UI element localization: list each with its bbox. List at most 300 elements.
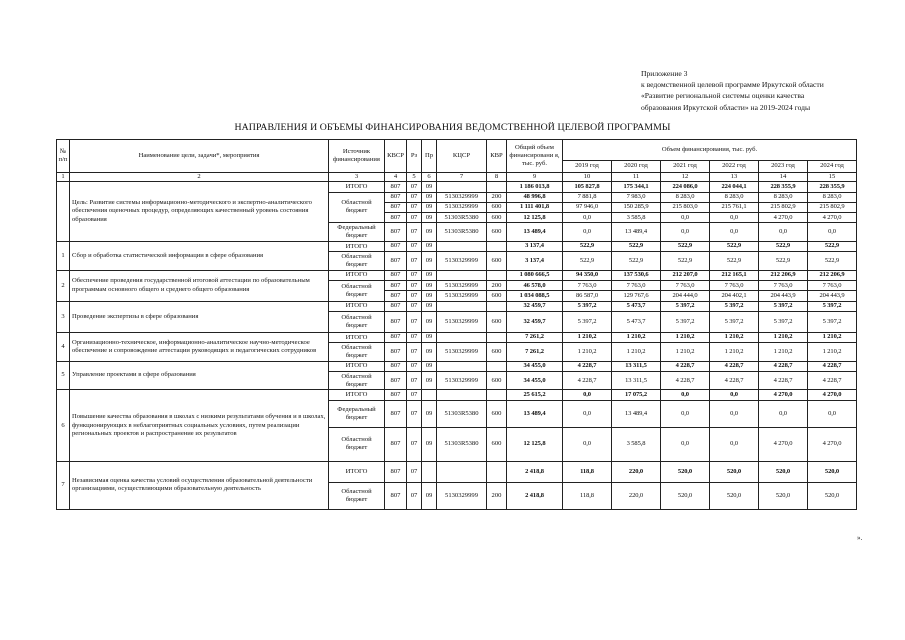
row-number: 5 (57, 361, 70, 390)
code-rz: 07 (407, 241, 422, 251)
code-kcsr (437, 332, 487, 342)
financing-source: Областной бюджет (329, 343, 385, 362)
column-number-cell: 11 (612, 173, 661, 182)
year-amount: 8 283,0 (759, 192, 808, 202)
year-amount: 522,9 (808, 252, 857, 271)
code-kcsr: 5130329999 (437, 280, 487, 290)
code-kcsr: 5130329999 (437, 202, 487, 212)
code-kcsr: 5130329999 (437, 291, 487, 301)
year-amount: 3 585,8 (612, 213, 661, 223)
financing-source: ИТОГО (329, 332, 385, 342)
table-row (57, 301, 857, 311)
code-kvr: 600 (487, 252, 507, 271)
code-kvr (487, 182, 507, 192)
year-amount: 8 283,0 (710, 192, 759, 202)
code-kvsr: 807 (385, 270, 407, 280)
year-amount: 5 473,7 (612, 301, 661, 311)
total-amount: 7 261,2 (507, 343, 563, 362)
year-amount: 204 402,1 (710, 291, 759, 301)
code-rz: 07 (407, 427, 422, 461)
year-amount: 0,0 (563, 213, 612, 223)
column-number-cell: 9 (507, 173, 563, 182)
code-rz: 07 (407, 270, 422, 280)
header-rz: Рз (407, 140, 422, 173)
code-kvr: 200 (487, 192, 507, 202)
year-amount: 520,0 (759, 482, 808, 509)
code-kvsr: 807 (385, 192, 407, 202)
activity-name: Проведение экспертизы в сфере образования (70, 301, 329, 332)
year-amount: 1 210,2 (612, 332, 661, 342)
code-kvsr: 807 (385, 280, 407, 290)
total-amount: 25 615,2 (507, 390, 563, 400)
code-rz: 07 (407, 223, 422, 242)
year-amount: 7 983,0 (612, 192, 661, 202)
code-rz: 07 (407, 332, 422, 342)
year-amount: 0,0 (759, 223, 808, 242)
activity-name: Повышение качества образования в школах с низкими результатами обучения и в школах, функционирующих в неблагоприятных социальных условиях, путем реализации региональных проектов и распространение их результатов (70, 390, 329, 461)
year-amount: 0,0 (563, 390, 612, 400)
code-kvr (487, 301, 507, 311)
year-amount: 1 210,2 (808, 343, 857, 362)
year-amount: 520,0 (759, 461, 808, 482)
total-amount: 2 418,8 (507, 461, 563, 482)
code-pr: 09 (422, 280, 437, 290)
year-amount: 212 206,9 (808, 270, 857, 280)
row-number: 6 (57, 390, 70, 461)
code-pr: 09 (422, 252, 437, 271)
header-kvr: КВР (487, 140, 507, 173)
row-number: 7 (57, 461, 70, 509)
year-amount: 7 763,0 (661, 280, 710, 290)
year-amount: 204 443,9 (759, 291, 808, 301)
code-kvr (487, 461, 507, 482)
code-kvr: 600 (487, 400, 507, 427)
code-kvsr: 807 (385, 371, 407, 390)
code-rz: 07 (407, 371, 422, 390)
appendix-line-4: образования Иркутской области» на 2019-2024 годы (641, 102, 811, 112)
year-amount: 4 270,0 (808, 390, 857, 400)
year-amount: 5 397,2 (563, 311, 612, 332)
year-amount: 105 827,8 (563, 182, 612, 192)
code-kvsr: 807 (385, 427, 407, 461)
code-kcsr: 51303R5380 (437, 213, 487, 223)
header-total: Общий объем финансировани я, тыс. руб. (507, 140, 563, 173)
activity-name: Сбор и обработка статистической информации в сфере образования (70, 241, 329, 270)
year-amount: 0,0 (710, 213, 759, 223)
code-kvsr: 807 (385, 361, 407, 371)
financing-source: ИТОГО (329, 301, 385, 311)
total-amount: 3 137,4 (507, 252, 563, 271)
code-kcsr: 5130329999 (437, 371, 487, 390)
column-number-cell: 1 (57, 173, 70, 182)
year-amount: 1 210,2 (563, 332, 612, 342)
financing-source: ИТОГО (329, 241, 385, 251)
code-pr: 09 (422, 343, 437, 362)
year-amount: 0,0 (661, 223, 710, 242)
year-amount: 212 206,9 (759, 270, 808, 280)
year-amount: 13 489,4 (612, 400, 661, 427)
code-rz: 07 (407, 182, 422, 192)
year-amount: 4 228,7 (563, 371, 612, 390)
year-amount: 4 228,7 (661, 361, 710, 371)
year-amount: 204 444,0 (661, 291, 710, 301)
year-amount: 5 397,2 (759, 301, 808, 311)
code-kcsr: 5130329999 (437, 252, 487, 271)
total-amount: 13 489,4 (507, 223, 563, 242)
code-kcsr (437, 461, 487, 482)
year-amount: 4 228,7 (808, 361, 857, 371)
document-title: НАПРАВЛЕНИЯ И ОБЪЕМЫ ФИНАНСИРОВАНИЯ ВЕДОМСТВЕННОЙ ЦЕЛЕВОЙ ПРОГРАММЫ (234, 122, 671, 133)
code-kvr (487, 241, 507, 251)
year-amount: 220,0 (612, 482, 661, 509)
row-number: 3 (57, 301, 70, 332)
year-amount: 0,0 (661, 400, 710, 427)
code-kvsr: 807 (385, 311, 407, 332)
column-number-cell: 10 (563, 173, 612, 182)
year-amount: 520,0 (710, 461, 759, 482)
code-kcsr (437, 182, 487, 192)
header-year-2022: 2022 год (710, 160, 759, 172)
code-pr (422, 390, 437, 400)
year-amount: 4 228,7 (710, 361, 759, 371)
year-amount: 228 355,9 (759, 182, 808, 192)
financing-source: ИТОГО (329, 390, 385, 400)
year-amount: 5 397,2 (808, 301, 857, 311)
code-pr: 09 (422, 301, 437, 311)
year-amount: 224 044,1 (710, 182, 759, 192)
year-amount: 7 763,0 (759, 280, 808, 290)
closing-quote-mark: ». (857, 534, 863, 542)
year-amount: 86 587,0 (563, 291, 612, 301)
year-amount: 97 946,0 (563, 202, 612, 212)
code-rz: 07 (407, 482, 422, 509)
code-kvr: 600 (487, 223, 507, 242)
code-pr: 09 (422, 332, 437, 342)
year-amount: 13 311,5 (612, 371, 661, 390)
year-amount: 0,0 (661, 390, 710, 400)
code-kvsr: 807 (385, 400, 407, 427)
financing-source: Областной бюджет (329, 371, 385, 390)
header-year-2023: 2023 год (759, 160, 808, 172)
total-amount: 34 455,0 (507, 371, 563, 390)
year-amount: 0,0 (710, 400, 759, 427)
code-pr: 09 (422, 400, 437, 427)
header-year-2019: 2019 год (563, 160, 612, 172)
financing-source: Федеральный бюджет (329, 223, 385, 242)
appendix-line-3: «Развитие региональной системы оценки качества (641, 91, 805, 101)
year-amount: 520,0 (661, 461, 710, 482)
code-kvr: 200 (487, 280, 507, 290)
code-pr: 09 (422, 371, 437, 390)
year-amount: 1 210,2 (563, 343, 612, 362)
code-pr: 09 (422, 361, 437, 371)
year-amount: 0,0 (710, 427, 759, 461)
code-kcsr: 5130329999 (437, 192, 487, 202)
code-kvsr: 807 (385, 202, 407, 212)
table-row (57, 361, 857, 371)
year-amount: 4 228,7 (808, 371, 857, 390)
total-amount: 7 261,2 (507, 332, 563, 342)
year-amount: 0,0 (661, 213, 710, 223)
code-pr: 09 (422, 291, 437, 301)
code-kvsr: 807 (385, 332, 407, 342)
financing-source: ИТОГО (329, 361, 385, 371)
total-amount: 3 137,4 (507, 241, 563, 251)
year-amount: 118,8 (563, 461, 612, 482)
year-amount: 94 350,0 (563, 270, 612, 280)
code-pr: 09 (422, 192, 437, 202)
year-amount: 204 443,9 (808, 291, 857, 301)
year-amount: 1 210,2 (661, 343, 710, 362)
year-amount: 5 397,2 (661, 311, 710, 332)
total-amount: 12 125,8 (507, 213, 563, 223)
year-amount: 522,9 (563, 252, 612, 271)
year-amount: 1 210,2 (710, 332, 759, 342)
appendix-line-1: Приложение 3 (641, 69, 688, 78)
year-amount: 0,0 (710, 223, 759, 242)
financing-source: Областной бюджет (329, 482, 385, 509)
activity-name: Обеспечение проведения государственной итоговой аттестации по образовательным программам основного общего и среднего общего образования (70, 270, 329, 301)
year-amount: 522,9 (710, 252, 759, 271)
year-amount: 228 355,9 (808, 182, 857, 192)
year-amount: 7 763,0 (808, 280, 857, 290)
year-amount: 118,8 (563, 482, 612, 509)
code-kcsr: 51303R5380 (437, 427, 487, 461)
code-kvsr: 807 (385, 390, 407, 400)
header-year-2021: 2021 год (661, 160, 710, 172)
code-rz: 07 (407, 291, 422, 301)
code-rz: 07 (407, 361, 422, 371)
year-amount: 522,9 (661, 252, 710, 271)
year-amount: 0,0 (710, 390, 759, 400)
code-kvr: 600 (487, 311, 507, 332)
total-amount: 1 111 401,8 (507, 202, 563, 212)
year-amount: 0,0 (563, 223, 612, 242)
table-body (57, 182, 857, 510)
year-amount: 4 228,7 (710, 371, 759, 390)
row-number: 1 (57, 241, 70, 270)
year-amount: 1 210,2 (808, 332, 857, 342)
year-amount: 4 270,0 (759, 427, 808, 461)
financing-source: Федеральный бюджет (329, 400, 385, 427)
financing-source: ИТОГО (329, 461, 385, 482)
code-kcsr: 51303R5380 (437, 223, 487, 242)
total-amount: 32 459,7 (507, 301, 563, 311)
code-kvr: 600 (487, 371, 507, 390)
financing-source: ИТОГО (329, 270, 385, 280)
code-kcsr: 51303R5380 (437, 400, 487, 427)
financing-source: ИТОГО (329, 182, 385, 192)
year-amount: 8 283,0 (661, 192, 710, 202)
year-amount: 13 489,4 (612, 223, 661, 242)
year-amount: 520,0 (808, 482, 857, 509)
code-kcsr (437, 241, 487, 251)
code-pr: 09 (422, 270, 437, 280)
column-number-cell: 5 (407, 173, 422, 182)
year-amount: 137 530,6 (612, 270, 661, 280)
column-number-cell: 15 (808, 173, 857, 182)
year-amount: 7 763,0 (710, 280, 759, 290)
table-row (57, 270, 857, 280)
year-amount: 0,0 (563, 427, 612, 461)
code-rz: 07 (407, 461, 422, 482)
year-amount: 4 228,7 (563, 361, 612, 371)
code-rz: 07 (407, 400, 422, 427)
year-amount: 7 763,0 (563, 280, 612, 290)
code-rz: 07 (407, 252, 422, 271)
year-amount: 17 075,2 (612, 390, 661, 400)
year-amount: 4 270,0 (808, 213, 857, 223)
year-amount: 150 285,9 (612, 202, 661, 212)
code-kcsr: 5130329999 (437, 311, 487, 332)
total-amount: 13 489,4 (507, 400, 563, 427)
code-kcsr: 5130329999 (437, 343, 487, 362)
column-number-cell: 13 (710, 173, 759, 182)
year-amount: 4 228,7 (759, 371, 808, 390)
year-amount: 0,0 (661, 427, 710, 461)
code-kvr: 600 (487, 427, 507, 461)
financing-source: Областной бюджет (329, 192, 385, 223)
year-amount: 4 270,0 (759, 213, 808, 223)
code-kvsr: 807 (385, 252, 407, 271)
financing-source: Областной бюджет (329, 311, 385, 332)
year-amount: 5 397,2 (808, 311, 857, 332)
code-kvr: 600 (487, 213, 507, 223)
table-row (57, 182, 857, 192)
financing-source: Областной бюджет (329, 252, 385, 271)
year-amount: 522,9 (710, 241, 759, 251)
year-amount: 522,9 (612, 252, 661, 271)
header-volume: Объем финансирования, тыс. руб. (563, 140, 857, 161)
year-amount: 5 397,2 (661, 301, 710, 311)
code-kcsr (437, 301, 487, 311)
table-row (57, 461, 857, 482)
year-amount: 0,0 (563, 400, 612, 427)
column-number-cell: 2 (70, 173, 329, 182)
code-kvr: 200 (487, 482, 507, 509)
code-pr (422, 461, 437, 482)
year-amount: 215 802,9 (759, 202, 808, 212)
year-amount: 4 270,0 (759, 390, 808, 400)
year-amount: 0,0 (808, 400, 857, 427)
code-rz: 07 (407, 202, 422, 212)
year-amount: 215 803,0 (661, 202, 710, 212)
financing-source: Областной бюджет (329, 427, 385, 461)
year-amount: 522,9 (808, 241, 857, 251)
total-amount: 1 034 088,5 (507, 291, 563, 301)
code-kvsr: 807 (385, 461, 407, 482)
year-amount: 1 210,2 (759, 332, 808, 342)
total-amount: 12 125,8 (507, 427, 563, 461)
total-amount: 34 455,0 (507, 361, 563, 371)
column-number-cell: 4 (385, 173, 407, 182)
header-num: № п/п (57, 140, 70, 173)
total-amount: 32 459,7 (507, 311, 563, 332)
table-row (57, 390, 857, 400)
code-kcsr (437, 270, 487, 280)
code-kvr: 600 (487, 202, 507, 212)
code-kvr (487, 270, 507, 280)
year-amount: 520,0 (710, 482, 759, 509)
column-number-cell: 3 (329, 173, 385, 182)
year-amount: 212 207,0 (661, 270, 710, 280)
code-kvsr: 807 (385, 241, 407, 251)
code-rz: 07 (407, 390, 422, 400)
code-kvsr: 807 (385, 182, 407, 192)
total-amount: 1 080 666,5 (507, 270, 563, 280)
year-amount: 3 585,8 (612, 427, 661, 461)
code-kvr: 600 (487, 291, 507, 301)
year-amount: 129 767,6 (612, 291, 661, 301)
year-amount: 522,9 (661, 241, 710, 251)
header-source: Источник финансирования (329, 140, 385, 173)
year-amount: 4 228,7 (759, 361, 808, 371)
code-pr: 09 (422, 182, 437, 192)
year-amount: 215 761,1 (710, 202, 759, 212)
column-number-cell: 8 (487, 173, 507, 182)
year-amount: 5 397,2 (710, 311, 759, 332)
row-number (57, 182, 70, 242)
financing-source: Областной бюджет (329, 280, 385, 301)
column-number-cell: 14 (759, 173, 808, 182)
code-rz: 07 (407, 301, 422, 311)
year-amount: 13 311,5 (612, 361, 661, 371)
year-amount: 7 881,8 (563, 192, 612, 202)
code-pr: 09 (422, 202, 437, 212)
header-year-2020: 2020 год (612, 160, 661, 172)
row-number: 4 (57, 332, 70, 361)
code-kvr (487, 332, 507, 342)
code-rz: 07 (407, 192, 422, 202)
year-amount: 220,0 (612, 461, 661, 482)
year-amount: 5 397,2 (710, 301, 759, 311)
header-kcsr: КЦСР (437, 140, 487, 173)
code-kvsr: 807 (385, 343, 407, 362)
financing-table (56, 139, 857, 510)
year-amount: 7 763,0 (612, 280, 661, 290)
header-name: Наименование цели, задачи*, мероприятия (70, 140, 329, 173)
code-pr: 09 (422, 223, 437, 242)
year-amount: 0,0 (759, 400, 808, 427)
year-amount: 8 283,0 (808, 192, 857, 202)
column-number-cell: 12 (661, 173, 710, 182)
year-amount: 0,0 (808, 223, 857, 242)
year-amount: 522,9 (612, 241, 661, 251)
code-rz: 07 (407, 280, 422, 290)
appendix-line-2: к ведомственной целевой программе Иркутской области (641, 80, 824, 90)
code-kvr (487, 361, 507, 371)
header-kvsr: КВСР (385, 140, 407, 173)
total-amount: 46 578,0 (507, 280, 563, 290)
code-kvsr: 807 (385, 213, 407, 223)
year-amount: 5 473,7 (612, 311, 661, 332)
year-amount: 4 228,7 (661, 371, 710, 390)
total-amount: 1 186 013,8 (507, 182, 563, 192)
code-rz: 07 (407, 213, 422, 223)
year-amount: 4 270,0 (808, 427, 857, 461)
column-number-cell: 7 (437, 173, 487, 182)
code-kvsr: 807 (385, 482, 407, 509)
year-amount: 224 086,0 (661, 182, 710, 192)
row-number: 2 (57, 270, 70, 301)
code-pr: 09 (422, 213, 437, 223)
code-rz: 07 (407, 311, 422, 332)
year-amount: 522,9 (563, 241, 612, 251)
activity-name: Организационно-техническое, информационно-аналитическое научно-методическое обеспечение и сопровождение аттестации руководящих и педагогических сотрудников (70, 332, 329, 361)
activity-name: Независимая оценка качества условий осуществления образовательной деятельности организациями, осуществляющими образовательную деятельность (70, 461, 329, 509)
code-kvsr: 807 (385, 301, 407, 311)
year-amount: 1 210,2 (612, 343, 661, 362)
